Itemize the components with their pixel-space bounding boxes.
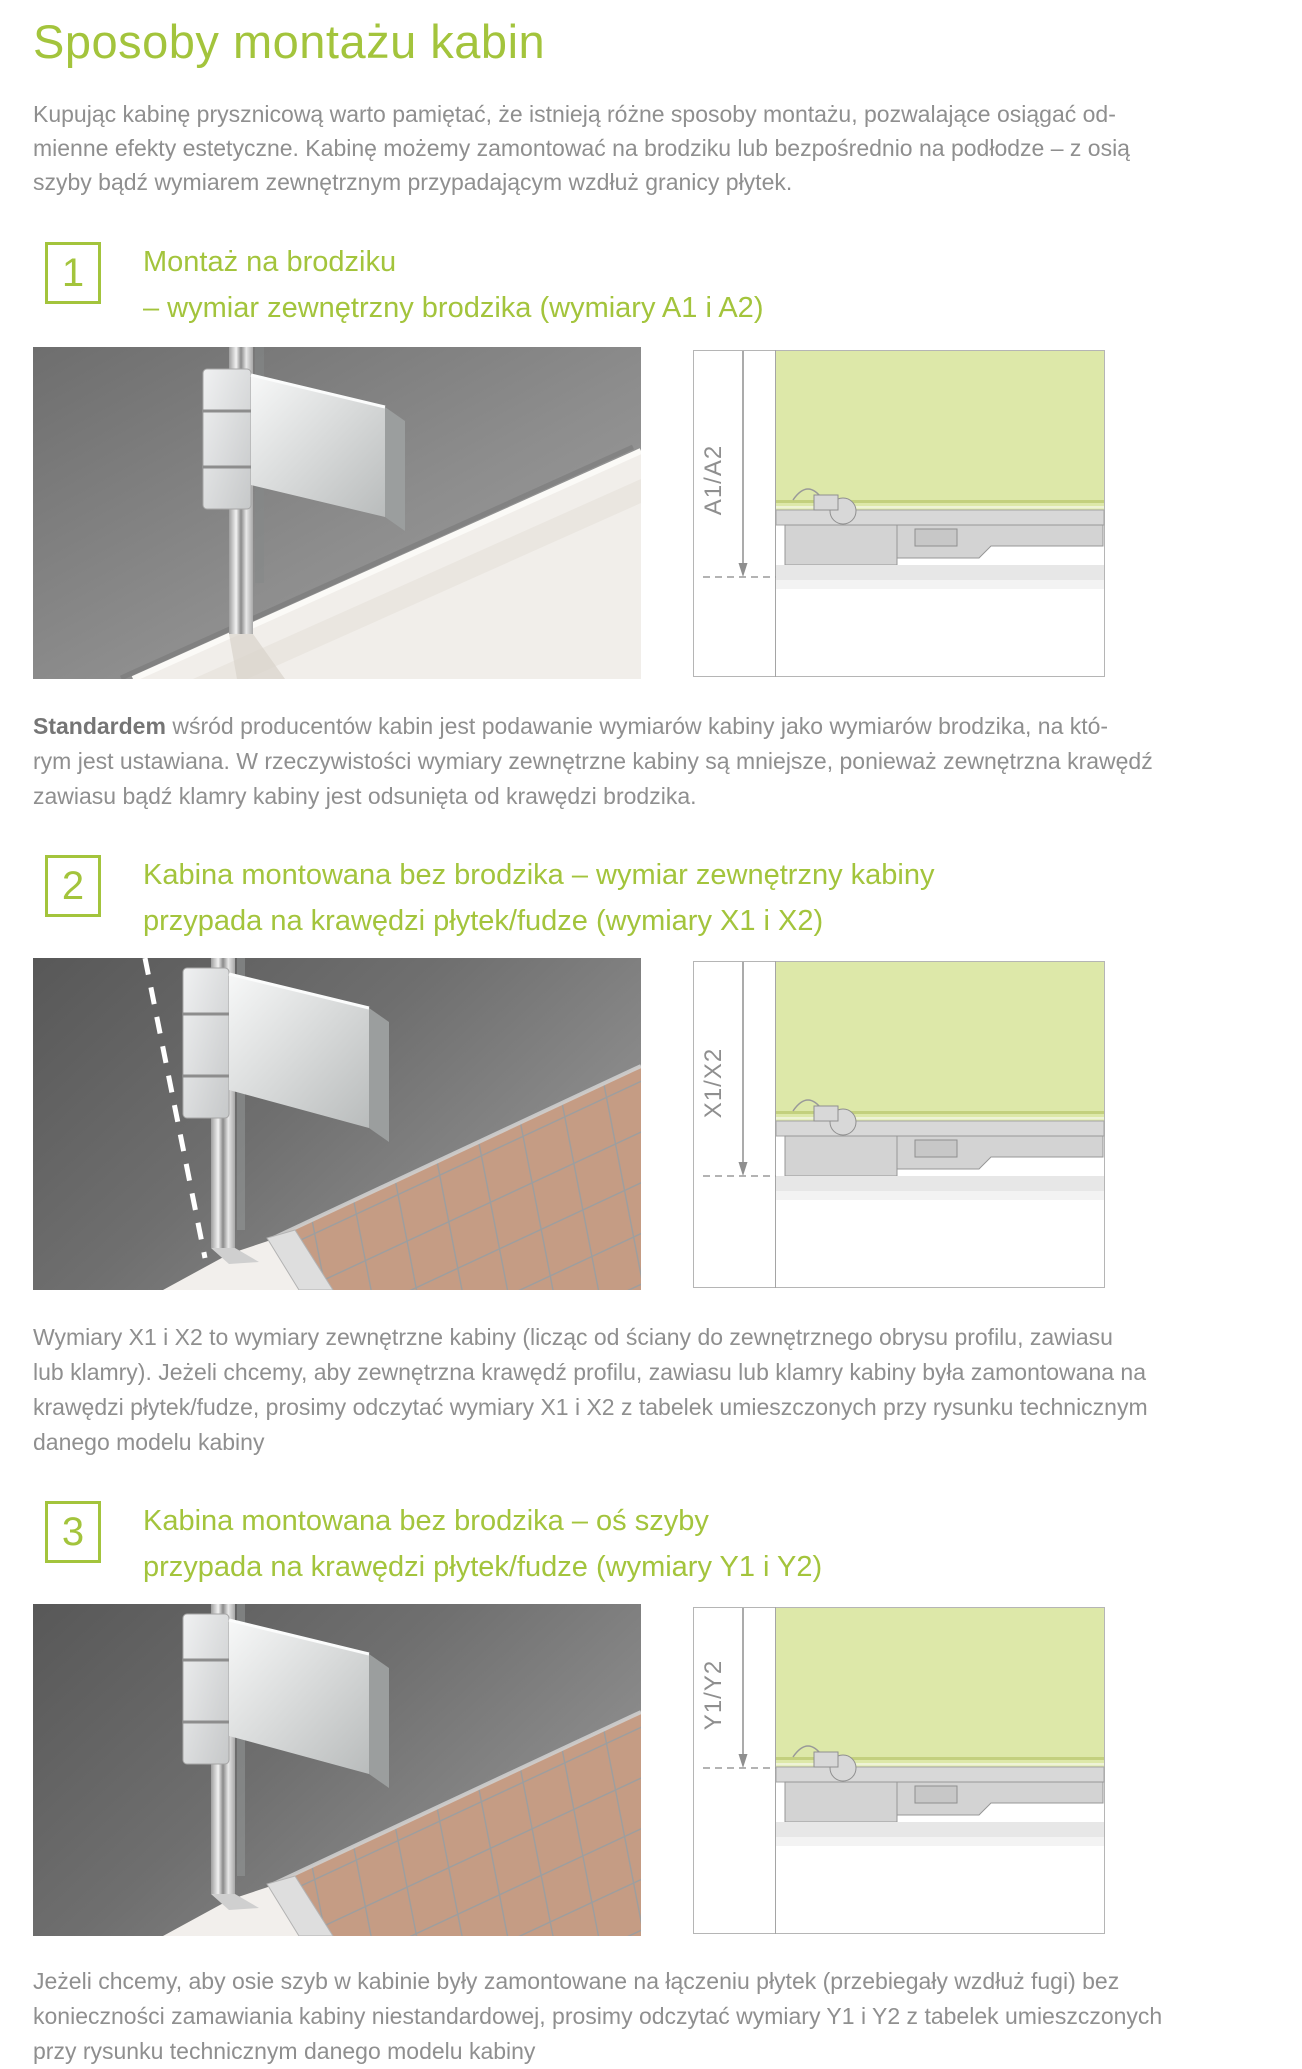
desc-line: danego modelu kabiny <box>33 1429 265 1455</box>
section-2-header <box>33 852 1269 944</box>
page-title: Sposoby montażu kabin <box>33 15 546 68</box>
section-2-heading <box>143 852 934 944</box>
section-montaz-na-brodziku <box>33 239 1269 814</box>
heading-line: Kabina montowana bez brodzika – wymiar zewnętrzny kabiny <box>143 859 935 891</box>
cross-section-diagram <box>693 961 1105 1288</box>
desc-line: lub klamry). Jeżeli chcemy, aby zewnętrzna krawędź profilu, zawiasu lub klamry kabiny była zamontowana na <box>33 1359 1146 1385</box>
tiled-floor-photo-illustration <box>33 1604 641 1936</box>
heading-line: Montaż na brodziku <box>143 246 397 278</box>
section-3-figures <box>33 1604 1269 1936</box>
section-number-badge: 1 <box>45 242 101 304</box>
desc-line: Jeżeli chcemy, aby osie szyb w kabinie były zamontowane na łączeniu płytek (przebiegały wzdłuż fugi) bez <box>33 1968 1120 1994</box>
heading-line: Kabina montowana bez brodzika – oś szyby <box>143 1505 709 1537</box>
intro-line: Kupując kabinę prysznicową warto pamiętać, że istnieją różne sposoby montażu, pozwalające osiągać od- <box>33 101 1116 127</box>
heading-line: – wymiar zewnętrzny brodzika (wymiary A1 i A2) <box>143 292 764 324</box>
section-1-header <box>33 239 1269 331</box>
intro-line: mienne efekty estetyczne. Kabinę możemy zamontować na brodziku lub bezpośrednio na podłodze – z osią <box>33 135 1130 161</box>
section-2-figures <box>33 958 1269 1290</box>
section-1-description <box>33 709 1269 814</box>
desc-line: rym jest ustawiana. W rzeczywistości wymiary zewnętrzne kabiny są mniejsze, ponieważ zewnętrzna krawędź <box>33 748 1153 774</box>
heading-line: przypada na krawędzi płytek/fudze (wymiary Y1 i Y2) <box>143 1551 823 1583</box>
section-3-description <box>33 1964 1269 2069</box>
section-3-header <box>33 1498 1269 1590</box>
section-bez-brodzika-wymiar-zewnetrzny <box>33 852 1269 1460</box>
heading-line: przypada na krawędzi płytek/fudze (wymiary X1 i X2) <box>143 905 824 937</box>
desc-line: Standardem wśród producentów kabin jest podawanie wymiarów kabiny jako wymiarów brodzika, na któ- <box>33 713 1109 739</box>
section-1-heading <box>143 239 763 331</box>
desc-line: konieczności zamawiania kabiny niestandardowej, prosimy odczytać wymiary Y1 i Y2 z tabelek umieszczonych <box>33 2003 1163 2029</box>
section-1-figures <box>33 347 1269 679</box>
diagram-dimension-y1-y2 <box>693 1607 1105 1934</box>
section-bez-brodzika-os-szyby <box>33 1498 1269 2069</box>
section-number-badge: 3 <box>45 1501 101 1563</box>
desc-line: krawędzi płytek/fudze, prosimy odczytać wymiary X1 i X2 z tabelek umieszczonych przy rysunku technicznym <box>33 1394 1148 1420</box>
section-2-description <box>33 1320 1269 1460</box>
cross-section-diagram <box>693 350 1105 677</box>
dimension-label: A1/A2 <box>700 444 727 516</box>
photo-hinge-on-tiled-floor-dashed-line <box>33 958 641 1290</box>
cross-section-diagram <box>693 1607 1105 1934</box>
catalog-page <box>0 14 1302 2069</box>
section-number-badge: 2 <box>45 855 101 917</box>
intro-paragraph <box>33 97 1269 199</box>
desc-line: przy rysunku technicznym danego modelu kabiny <box>33 2038 536 2064</box>
desc-line: zawiasu bądź klamry kabiny jest odsunięta od krawędzi brodzika. <box>33 783 697 809</box>
shower-tray-photo-illustration <box>33 347 641 679</box>
photo-hinge-on-shower-tray <box>33 347 641 679</box>
tiled-floor-photo-illustration <box>33 958 641 1290</box>
desc-line: Wymiary X1 i X2 to wymiary zewnętrzne kabiny (licząc od ściany do zewnętrznego obrysu profilu, zawiasu <box>33 1324 1113 1350</box>
dimension-label: Y1/Y2 <box>700 1659 727 1731</box>
photo-hinge-on-tiled-floor <box>33 1604 641 1936</box>
section-3-heading <box>143 1498 822 1590</box>
dimension-label: X1/X2 <box>700 1047 727 1119</box>
desc-lead-bold: Standardem <box>33 713 166 739</box>
diagram-dimension-a1-a2 <box>693 350 1105 677</box>
diagram-dimension-x1-x2 <box>693 961 1105 1288</box>
intro-line: szyby bądź wymiarem zewnętrznym przypadającym wzdłuż granicy płytek. <box>33 169 793 195</box>
